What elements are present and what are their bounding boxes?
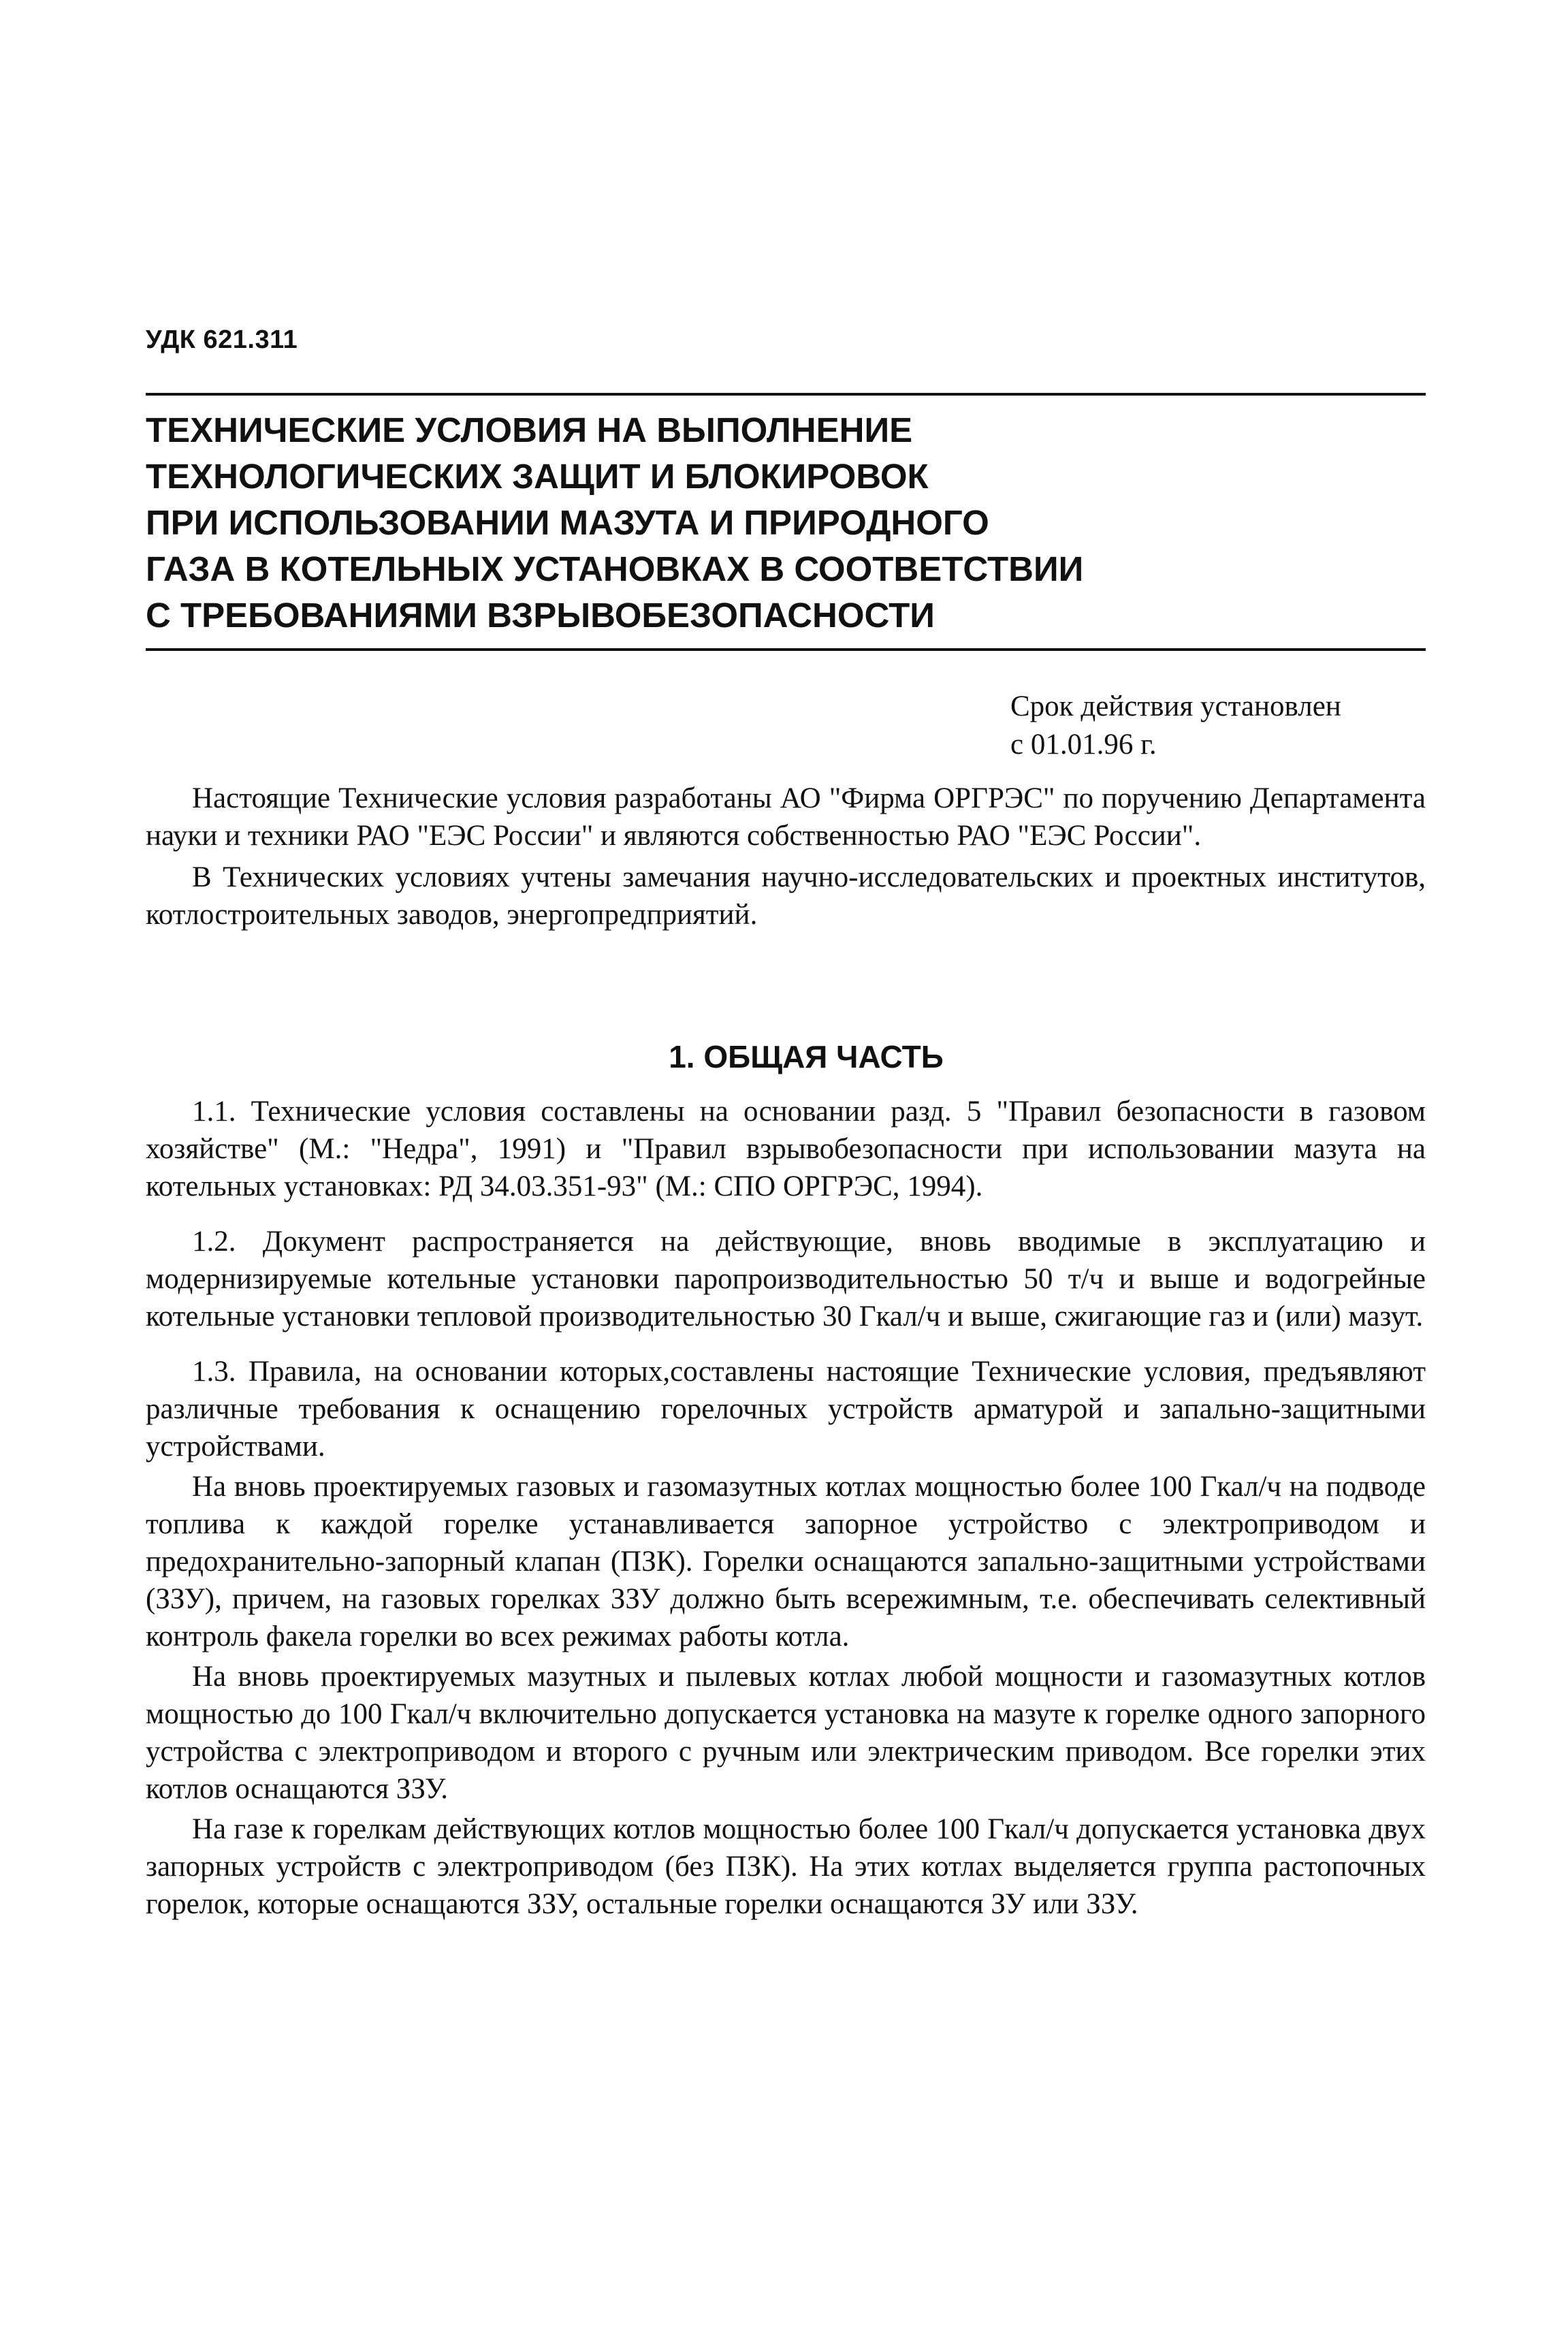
udk-code: УДК 621.311 xyxy=(146,325,298,354)
intro-text xyxy=(146,780,1426,933)
section-paragraph: 1.1. Технические условия составлены на основании разд. 5 "Правил безопасности в газовом хозяйстве" (М.: "Недра", 1991) и "Правил взрывобезопасности при использовании мазута на котельных установках: РД 34.03.351-93" (М.: СПО ОРГРЭС, 1994). xyxy=(146,1096,1426,1202)
document-title xyxy=(146,407,1426,639)
section-paragraph: На вновь проектируемых газовых и газомазутных котлах мощностью более 100 Гкал/ч на подводе топлива к каждой горелке устанавливается запорное устройство с электроприводом и предохранительно-запорный клапан (ПЗК). Горелки оснащаются запально-защитными устройствами (ЗЗУ), причем, на газовых горелках ЗЗУ должно быть всережимным, т.е. обеспечивать селективный контроль факела горелки во всех режимах работы котла. xyxy=(146,1471,1426,1652)
title-bottom-rule xyxy=(146,648,1426,651)
section-paragraph: 1.2. Документ распространяется на действующие, вновь вводимые в эксплуатацию и модернизируемые котельные установки паропроизводительностью 50 т/ч и выше и водогрейные котельные установки тепловой производительностью 30 Гкал/ч и выше, сжигающие газ и (или) мазут. xyxy=(146,1226,1426,1332)
title-top-rule xyxy=(146,393,1426,396)
intro-paragraph: Настоящие Технические условия разработаны АО "Фирма ОРГРЭС" по поручению Департамента науки и техники РАО "ЕЭС России" и являются собственностью РАО "ЕЭС России". xyxy=(146,782,1426,852)
validity-line: Срок действия установлен xyxy=(1010,690,1341,722)
validity-line: с 01.01.96 г. xyxy=(1010,729,1157,761)
title-line: ГАЗА В КОТЕЛЬНЫХ УСТАНОВКАХ В СООТВЕТСТВИИ xyxy=(146,549,1084,588)
title-line: ТЕХНОЛОГИЧЕСКИХ ЗАЩИТ И БЛОКИРОВОК xyxy=(146,457,929,496)
section-body xyxy=(146,1093,1426,1923)
validity-note xyxy=(1010,688,1341,764)
section-paragraph: На газе к горелкам действующих котлов мощностью более 100 Гкал/ч допускается установка двух запорных устройств с электроприводом (без ПЗК). На этих котлах выделяется группа растопочных горелок, которые оснащаются ЗЗУ, остальные горелки оснащаются ЗУ или ЗЗУ. xyxy=(146,1813,1426,1920)
section-paragraph: 1.3. Правила, на основании которых,составлены настоящие Технические условия, предъявляют различные требования к оснащению горелочных устройств арматурой и запально-защитными устройствами. xyxy=(146,1356,1426,1463)
title-line: ТЕХНИЧЕСКИЕ УСЛОВИЯ НА ВЫПОЛНЕНИЕ xyxy=(146,411,913,449)
section-paragraph: На вновь проектируемых мазутных и пылевых котлах любой мощности и газомазутных котлов мощностью до 100 Гкал/ч включительно допускается установка на мазуте к горелке одного запорного устройства с электроприводом и второго с ручным или электрическим приводом. Все горелки этих котлов оснащаются ЗЗУ. xyxy=(146,1661,1426,1805)
title-line: С ТРЕБОВАНИЯМИ ВЗРЫВОБЕЗОПАСНОСТИ xyxy=(146,596,935,635)
title-line: ПРИ ИСПОЛЬЗОВАНИИ МАЗУТА И ПРИРОДНОГО xyxy=(146,503,989,542)
intro-paragraph: В Технических условиях учтены замечания научно-исследовательских и проектных институтов, котлостроительных заводов, энергопредприятий. xyxy=(146,861,1426,931)
section-heading: 1. ОБЩАЯ ЧАСТЬ xyxy=(669,1039,944,1074)
